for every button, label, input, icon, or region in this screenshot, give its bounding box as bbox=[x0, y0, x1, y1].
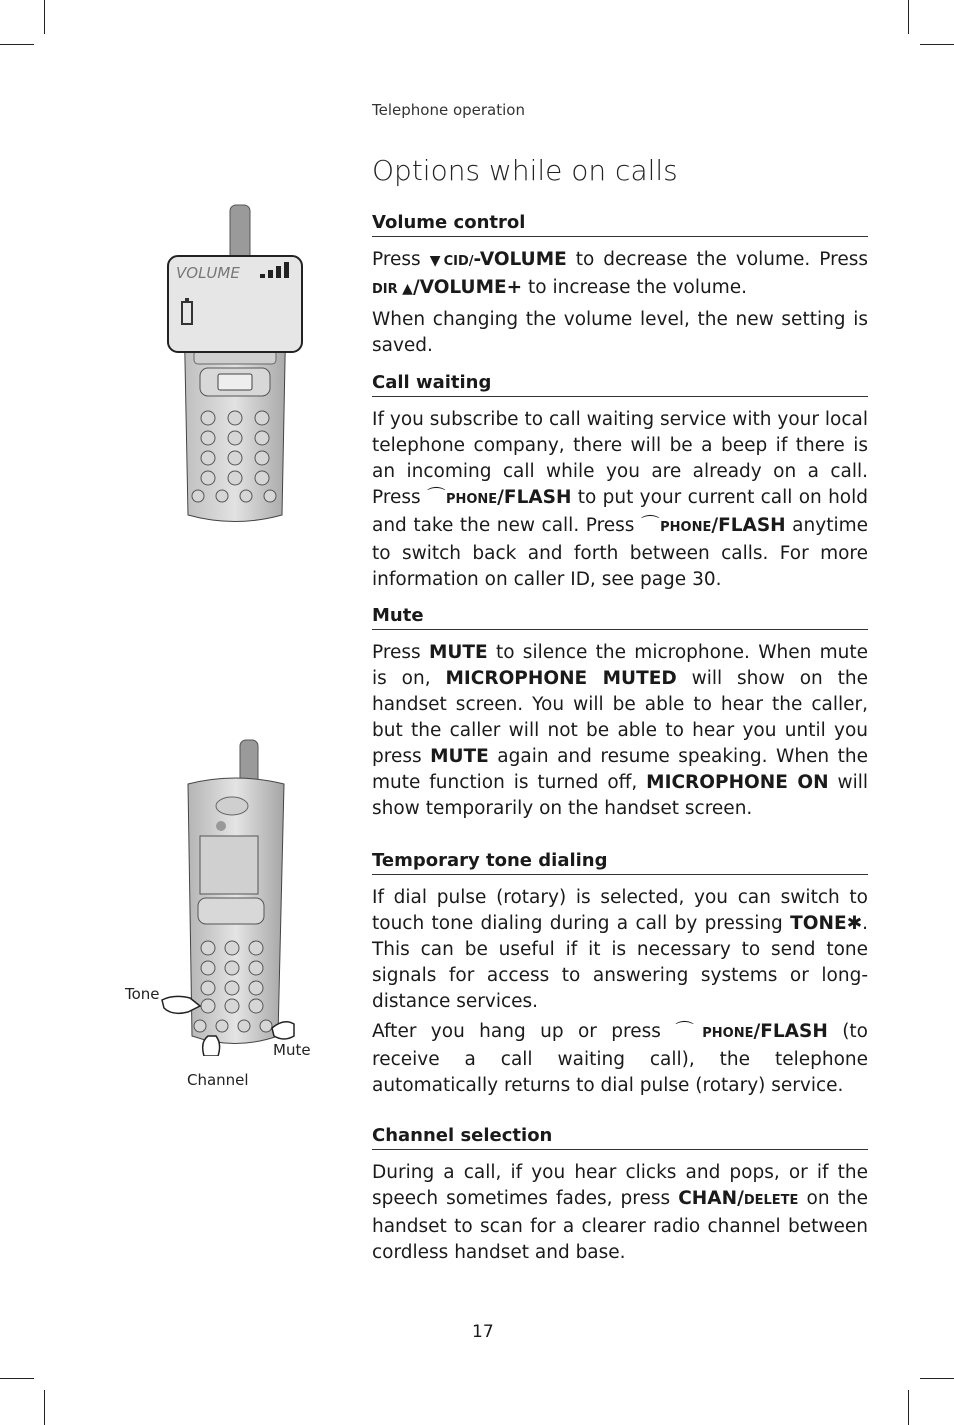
paragraph: During a call, if you hear clicks and pops, or if the speech sometimes fades, press CHAN/DELETE on the handset to scan for a clearer radio channel between cordless handset and base. bbox=[372, 1162, 868, 1263]
section-heading: Mute bbox=[372, 605, 868, 630]
crop-mark bbox=[920, 44, 954, 45]
phone-icon: ⌒ bbox=[427, 487, 446, 508]
tone-label: Tone bbox=[125, 985, 160, 1003]
crop-mark bbox=[920, 1378, 954, 1379]
handset-keys-illustration bbox=[160, 736, 310, 1056]
crop-mark bbox=[44, 1390, 45, 1425]
star-icon: ✱ bbox=[846, 913, 863, 934]
crop-mark bbox=[0, 44, 34, 45]
paragraph: When changing the volume level, the new setting is saved. bbox=[372, 309, 868, 356]
paragraph: After you hang up or press ⌒PHONE/FLASH (to receive a call waiting call), the telephone automatically returns to dial pulse (rotary) service. bbox=[372, 1021, 868, 1096]
paragraph: Press MUTE to silence the microphone. When mute is on, MICROPHONE MUTED will show on the handset screen. You will be able to hear the caller, but the caller will not be able to hear you until you press MUTE again and resume speaking. When the mute function is turned off, MICROPHONE ON will show temporarily on the handset screen. bbox=[372, 642, 869, 819]
section-volume bbox=[372, 212, 868, 363]
paragraph: Press ▼CID/-VOLUME to decrease the volume. Press DIR ▲/VOLUME+ to increase the volume. bbox=[372, 249, 868, 298]
screen-display-text: VOLUME bbox=[176, 264, 240, 282]
up-arrow-icon: ▲ bbox=[402, 281, 413, 297]
crop-mark bbox=[908, 0, 909, 34]
down-arrow-icon: ▼ bbox=[429, 253, 444, 269]
section-tone-dialing bbox=[372, 850, 868, 1103]
crop-mark bbox=[908, 1390, 909, 1425]
crop-mark bbox=[44, 0, 45, 34]
section-heading: Volume control bbox=[372, 212, 868, 237]
section-call-waiting bbox=[372, 372, 868, 597]
mute-label: Mute bbox=[273, 1041, 311, 1059]
section-heading: Call waiting bbox=[372, 372, 868, 397]
paragraph: If you subscribe to call waiting service with your local telephone company, there will be a beep if there is an incoming call while you are already on a call. Press ⌒PHONE/FLASH to put your current call on hold and take the new call. Press ⌒PHONE/FLASH anytime to switch back and forth between calls. For more information on caller ID, see page 30. bbox=[372, 409, 868, 590]
page-title: Options while on calls bbox=[372, 154, 678, 187]
paragraph: If dial pulse (rotary) is selected, you can switch to touch tone dialing during a call by pressing TONE✱. This can be useful if it is necessary to send tone signals for access to answering systems or long-distance services. bbox=[372, 887, 868, 1012]
running-header: Telephone operation bbox=[372, 101, 525, 119]
crop-mark bbox=[0, 1378, 34, 1379]
section-mute bbox=[372, 605, 868, 826]
section-channel bbox=[372, 1125, 868, 1270]
section-heading: Channel selection bbox=[372, 1125, 868, 1150]
channel-label: Channel bbox=[187, 1071, 249, 1089]
page-number: 17 bbox=[472, 1322, 494, 1342]
section-heading: Temporary tone dialing bbox=[372, 850, 868, 875]
handset-volume-illustration bbox=[160, 200, 310, 530]
phone-icon: ⌒ bbox=[675, 1021, 703, 1042]
phone-icon: ⌒ bbox=[640, 515, 661, 536]
